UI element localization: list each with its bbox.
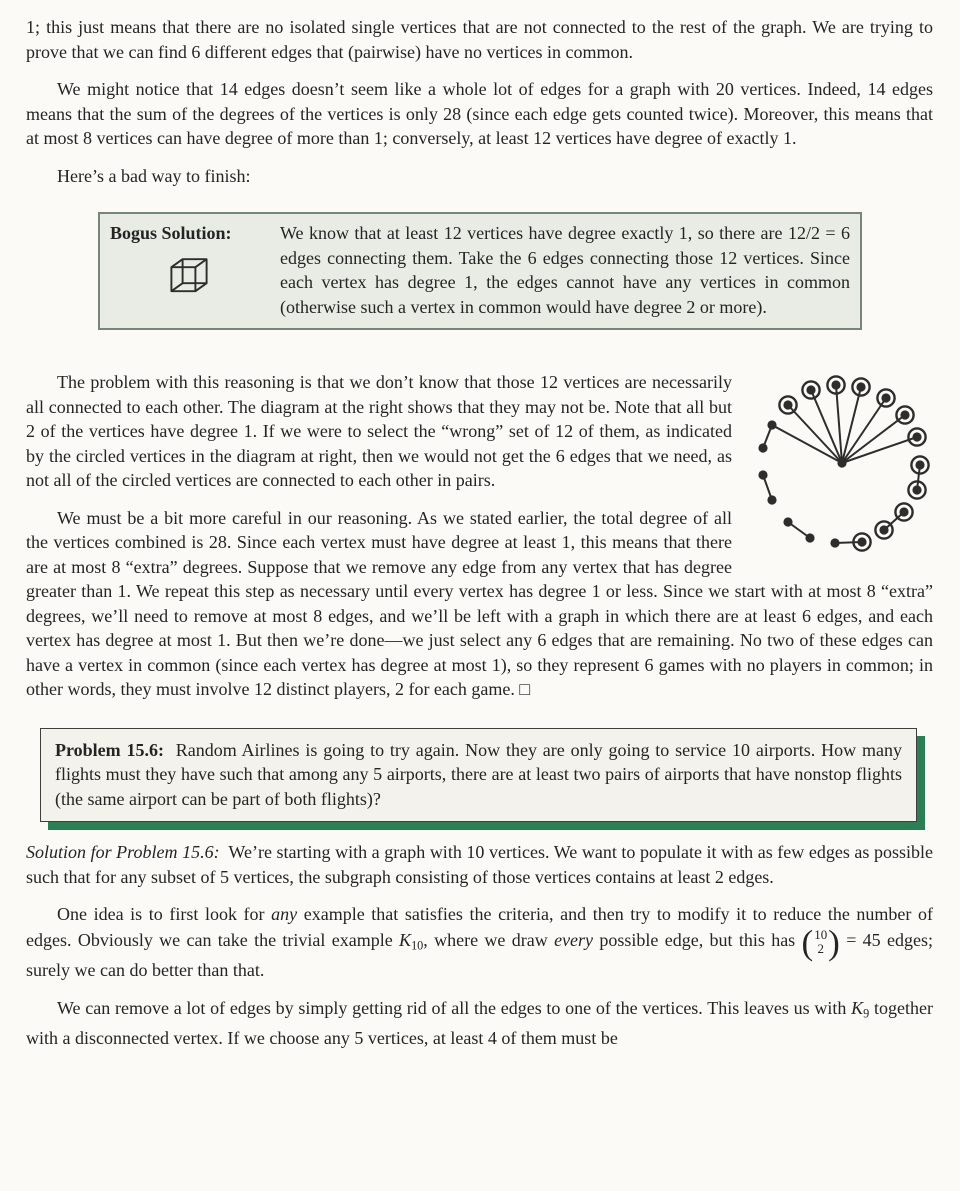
vertex-dot [805,533,814,542]
vertex-dot [830,538,839,547]
paragraph-careful-reasoning: We must be a bit more careful in our reasoning. As we stated earlier, the total degree of all the vertices combined is 28. Since each vertex must have degree at least 1, this means that there are at most 8 “extra” degrees. Suppose that we remove any edge from any vertex that has degree greater than 1. We repeat this step as necessary until every vertex has degree 1 or less. Since we start with at most 8 “extra” degrees, we’ll need to remove at most 8 edges, and we’ll be left with a graph in which there are at least 6 edges, and each vertex has degree at most 1. But then we’re done—we just select any 6 edges that are remaining. No two of these edges can have a vertex in common (since each vertex has degree at most 1), so they represent 6 games with no players in common; in other words, they must involve 12 distinct players, 2 for each game. □ [26,507,933,699]
binomial-coefficient: ( 10 2 ) [801,922,840,962]
problem-box [40,728,917,823]
circled-vertex-dot [857,537,866,546]
bogus-solution-text: We know that at least 12 vertices have degree exactly 1, so there are 12/2 = 6 edges connecting them. Take the 6 edges connecting those 12 vertices. Since each vertex has degree 1, the edges cannot have any vertices in common (otherwise such a vertex in common would have degree 2 or more). [280,223,850,317]
circled-vertex-dot [912,485,921,494]
circled-vertex-dot [783,400,792,409]
paragraph-solution-intro: Solution for Problem 15.6: We’re starting with a graph with 10 vertices. We want to populate it with as few edges as possible such that for any subset of 5 vertices, the subgraph consisting of those vertices contains at least 2 edges. [26,842,934,887]
vertex-dot [767,420,776,429]
vertex-dot [758,443,767,452]
vertex-dot [767,495,776,504]
graph-diagram [748,372,933,552]
circled-vertex-dot [806,385,815,394]
paragraph-trivial-example: One idea is to first look for any example that satisfies the criteria, and then try to modify it to reduce the number of edges. Obviously we can take the trivial example $K_{10}$, where we draw every possible edge, but this has ( 10 2 ) = 45 edges; surely we can do better than that. [26,904,933,981]
bogus-solution-box [98,212,862,330]
problem-text: Problem 15.6: Random Airlines is going to try again. Now they are only going to service 10 airports. How many flights must they have such that among any 5 airports, there are at least two pairs of airports that have nonstop flights (the same airport can be part of both flights)? [55,739,902,809]
vertex-dot [837,458,846,467]
circled-vertex-dot [915,460,924,469]
paragraph-degree-count: We might notice that 14 edges doesn’t seem like a whole lot of edges for a graph with 20 vertices. Indeed, 14 edges means that the sum of the degrees of the vertices is only 28 (since each edge gets counted twice). Moreover, this means that at most 8 vertices can have degree of more than 1; conversely, at least 12 vertices have degree of exactly 1. [26,79,933,148]
circled-vertex-dot [881,393,890,402]
circled-vertex-dot [831,380,840,389]
wireframe-box-icon [165,254,213,298]
vertex-dot [783,517,792,526]
paragraph-wrong-set-text: The problem with this reasoning is that we don’t know that those 12 vertices are necessarily all connected to each other. The diagram at the right shows that they may not be. Note that all but 2 of the vertices have degree 1. If we were to select the “wrong” set of 12 of them, as indicated by the circled vertices in the diagram at right, then we would not get the 6 edges that we need, as not all of the circled vertices are connected to each other in pairs. [26,372,732,490]
paragraph-with-diagram [26,370,933,493]
circled-vertex-dot [899,507,908,516]
bogus-solution-label-column [110,221,268,319]
paragraph-remove-edges: We can remove a lot of edges by simply getting rid of all the edges to one of the vertices. This leaves us with $K_9$ together with a disconnected vertex. If we choose any 5 vertices, at least 4 of them must be [26,997,933,1048]
bogus-solution-label: Bogus Solution: [110,223,232,243]
graph-diagram-svg [748,372,933,552]
paragraph-bad-way-intro: Here’s a bad way to finish: [57,165,251,186]
vertex-dot [758,470,767,479]
circled-vertex-dot [856,382,865,391]
circled-vertex-dot [900,410,909,419]
circled-vertex-dot [879,525,888,534]
circled-vertex-dot [912,432,921,441]
paragraph-continuation: 1; this just means that there are no isolated single vertices that are not connected to the rest of the graph. We are trying to prove that we can find 6 different edges that (pairwise) have no vertices in common. [26,17,933,62]
